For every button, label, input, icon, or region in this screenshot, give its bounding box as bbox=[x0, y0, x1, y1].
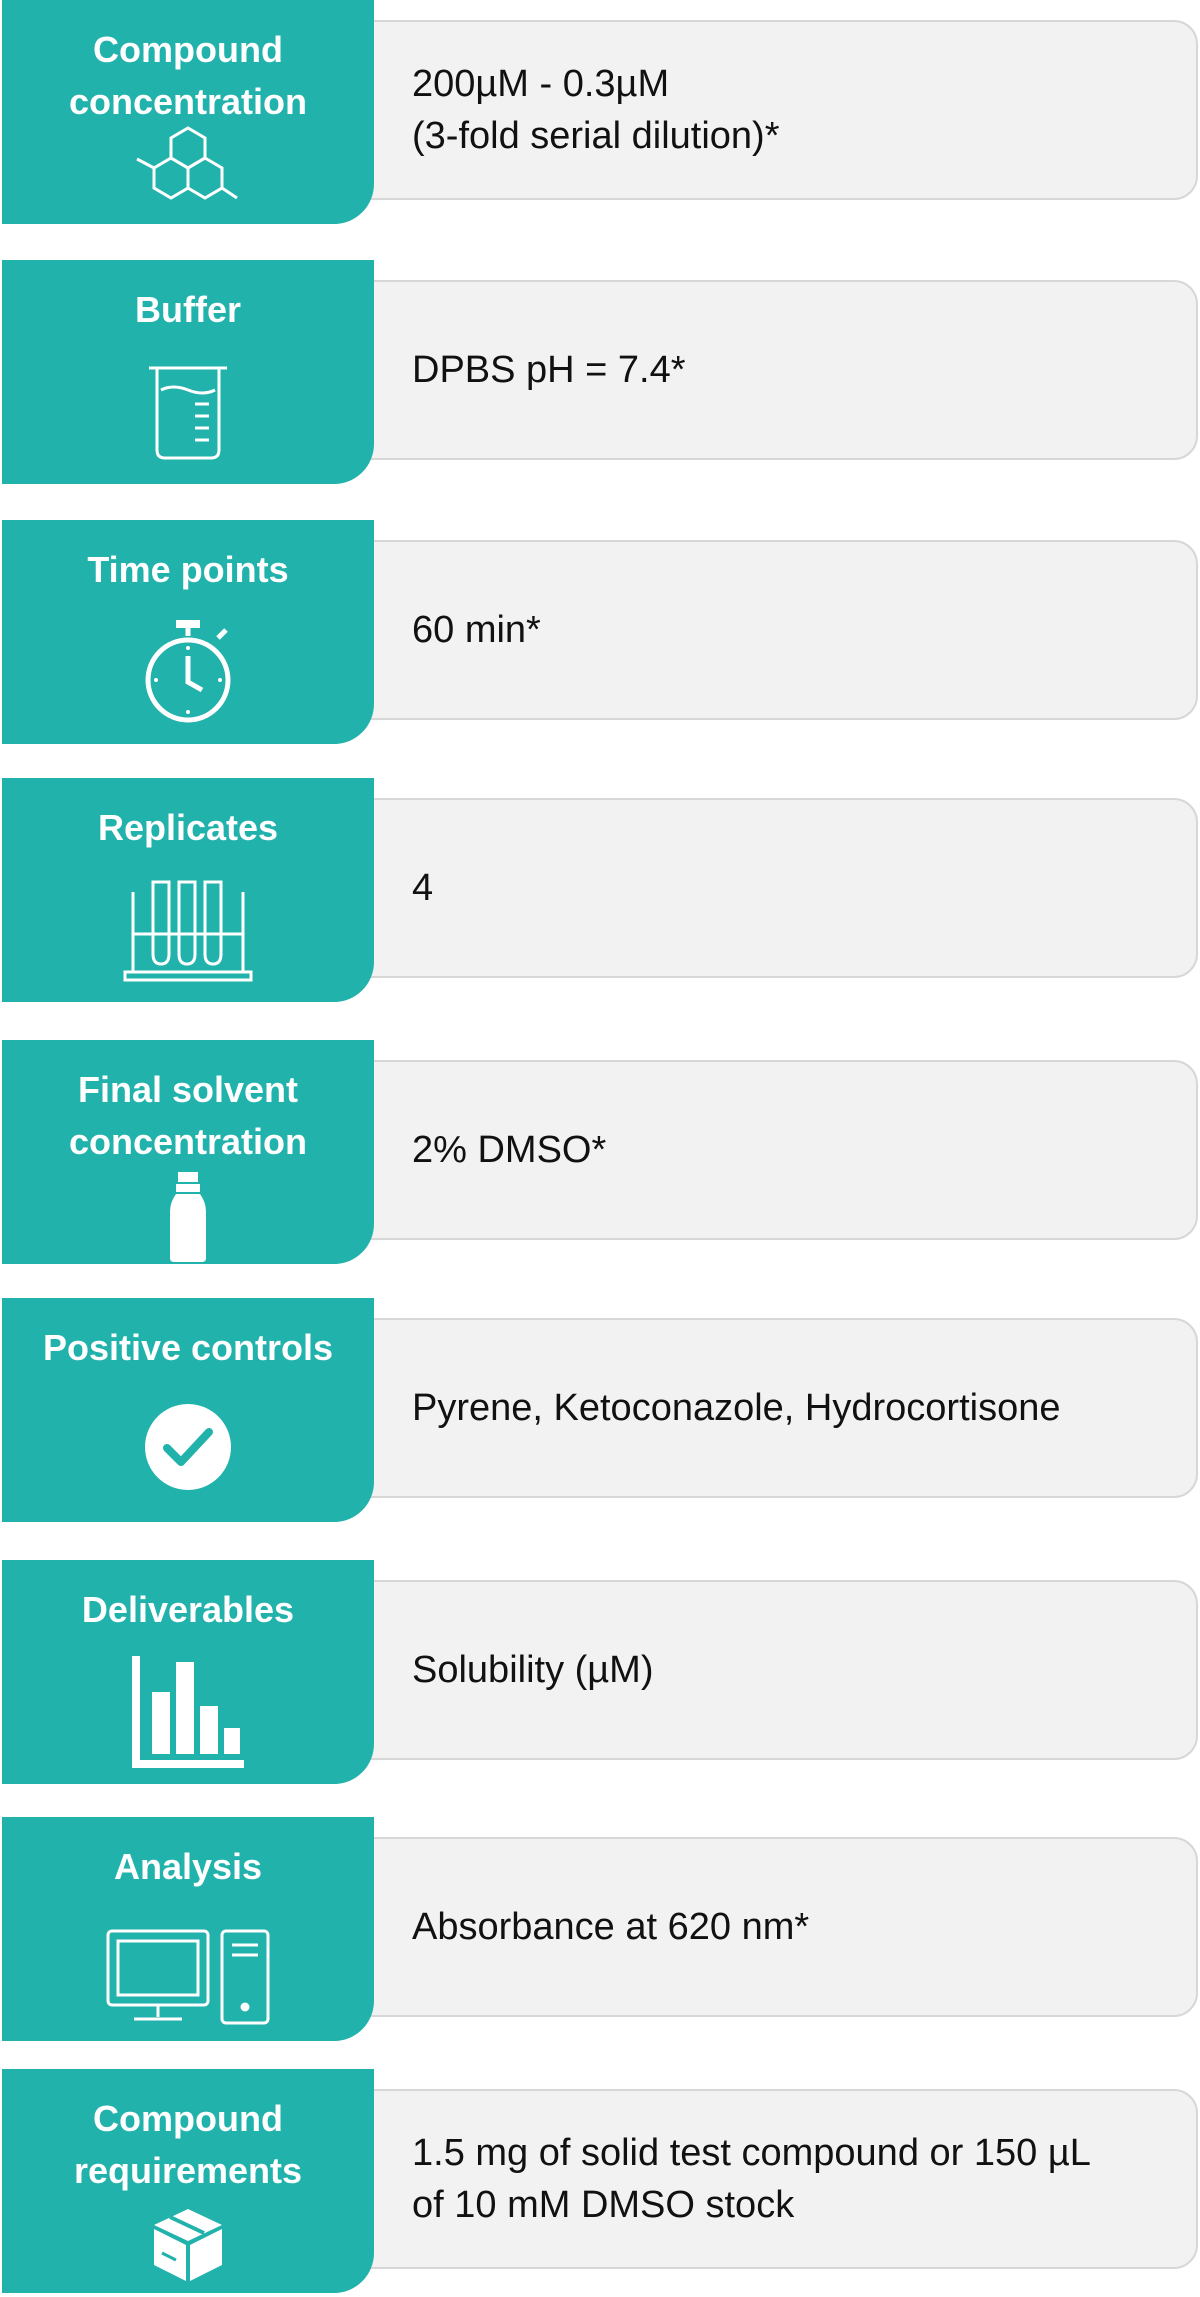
row-compound-requirements bbox=[0, 2069, 1200, 2297]
value-text: 1.5 mg of solid test compound or 150 µL of 10 mM DMSO stock bbox=[412, 2132, 1091, 2226]
value-panel bbox=[330, 1837, 1198, 2017]
row-buffer bbox=[0, 260, 1200, 488]
test-tubes-icon bbox=[2, 878, 374, 989]
row-positive-controls bbox=[0, 1298, 1200, 1526]
row-final-solvent-concentration bbox=[0, 1040, 1200, 1268]
bottle-icon bbox=[2, 1172, 374, 1267]
row-analysis bbox=[0, 1817, 1200, 2045]
value-panel bbox=[330, 280, 1198, 460]
value-panel bbox=[330, 2089, 1198, 2269]
value-panel bbox=[330, 540, 1198, 720]
molecule-icon bbox=[2, 126, 374, 211]
row-deliverables bbox=[0, 1560, 1200, 1788]
value-panel bbox=[330, 1318, 1198, 1498]
row-label: Replicates bbox=[97, 807, 279, 848]
bar-chart-icon bbox=[2, 1656, 374, 1773]
package-icon bbox=[2, 2207, 374, 2288]
label-box bbox=[2, 520, 374, 744]
checkmark-icon bbox=[2, 1402, 374, 1497]
value-panel bbox=[330, 1060, 1198, 1240]
label-box bbox=[2, 1560, 374, 1784]
row-label: Compound concentration bbox=[68, 29, 308, 122]
label-box bbox=[2, 2069, 374, 2293]
value-panel bbox=[330, 20, 1198, 200]
row-compound-concentration bbox=[0, 0, 1200, 228]
label-box bbox=[2, 1040, 374, 1264]
row-label: Positive controls bbox=[42, 1327, 334, 1368]
label-box bbox=[2, 260, 374, 484]
label-box bbox=[2, 1298, 374, 1522]
value-text: 60 min* bbox=[412, 609, 541, 651]
row-label: Final solvent concentration bbox=[68, 1069, 308, 1162]
row-label: Compound requirements bbox=[73, 2098, 303, 2191]
label-box bbox=[2, 0, 374, 224]
label-box bbox=[2, 778, 374, 1002]
row-label: Time points bbox=[87, 549, 289, 590]
value-panel bbox=[330, 798, 1198, 978]
stopwatch-icon bbox=[2, 618, 374, 731]
row-label: Deliverables bbox=[81, 1589, 295, 1630]
value-text: Solubility (µM) bbox=[412, 1649, 654, 1691]
value-text: Absorbance at 620 nm* bbox=[412, 1906, 810, 1948]
beaker-icon bbox=[2, 362, 374, 467]
value-text: 200µM - 0.3µM (3-fold serial dilution)* bbox=[412, 63, 780, 157]
computer-icon bbox=[2, 1929, 374, 2030]
row-time-points bbox=[0, 520, 1200, 748]
value-text: 4 bbox=[412, 867, 434, 909]
label-box bbox=[2, 1817, 374, 2041]
value-panel bbox=[330, 1580, 1198, 1760]
value-text: 2% DMSO* bbox=[412, 1129, 607, 1171]
row-label: Buffer bbox=[135, 289, 241, 330]
row-replicates bbox=[0, 778, 1200, 1006]
value-text: Pyrene, Ketoconazole, Hydrocortisone bbox=[412, 1387, 1061, 1429]
value-text: DPBS pH = 7.4* bbox=[412, 349, 686, 391]
row-label: Analysis bbox=[113, 1846, 263, 1887]
